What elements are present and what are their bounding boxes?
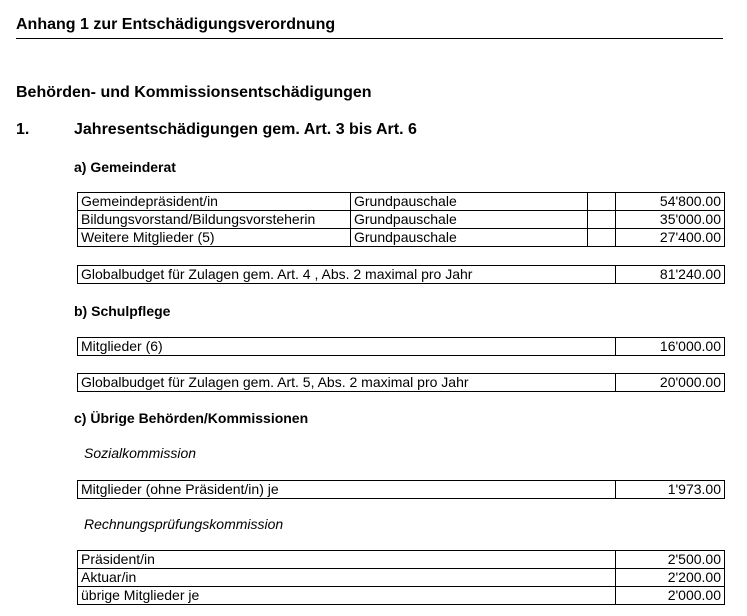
budget-label-cell: Globalbudget für Zulagen gem. Art. 4 , Abs. 2 maximal pro Jahr [78, 266, 616, 284]
table-row [78, 266, 725, 284]
empty-cell [588, 193, 616, 211]
gemeinderat-table [77, 192, 725, 247]
table-row [78, 587, 725, 605]
amount-cell: 27'400.00 [616, 229, 725, 247]
table-row [78, 229, 725, 247]
amount-cell: 2'000.00 [616, 587, 725, 605]
role-cell: Mitglieder (ohne Präsident/in) je [78, 481, 616, 499]
role-cell: übrige Mitglieder je [78, 587, 616, 605]
main-heading: Behörden- und Kommissionsentschädigungen [16, 84, 372, 101]
amount-cell: 2'500.00 [616, 551, 725, 569]
section-title: Jahresentschädigungen gem. Art. 3 bis Art. 6 [74, 121, 417, 138]
amount-cell: 16'000.00 [616, 338, 725, 356]
role-cell: Gemeindepräsident/in [78, 193, 351, 211]
role-cell: Mitglieder (6) [78, 338, 616, 356]
role-cell: Präsident/in [78, 551, 616, 569]
empty-cell [588, 211, 616, 229]
gemeinderat-heading: a) Gemeinderat [74, 159, 176, 175]
amount-cell: 1'973.00 [616, 481, 725, 499]
table-row [78, 193, 725, 211]
title-rule [16, 38, 723, 39]
budget-amount-cell: 81'240.00 [616, 266, 725, 284]
amount-cell: 35'000.00 [616, 211, 725, 229]
role-cell: Bildungsvorstand/Bildungsvorsteherin [78, 211, 351, 229]
budget-label-cell: Globalbudget für Zulagen gem. Art. 5, Abs. 2 maximal pro Jahr [78, 374, 616, 392]
type-cell: Grundpauschale [351, 229, 588, 247]
section-number: 1. [16, 121, 30, 138]
empty-cell [588, 229, 616, 247]
schulpflege-budget-table [77, 373, 725, 392]
table-row [78, 211, 725, 229]
role-cell: Aktuar/in [78, 569, 616, 587]
uebrige-heading: c) Übrige Behörden/Kommissionen [74, 410, 309, 426]
type-cell: Grundpauschale [351, 193, 588, 211]
table-row [78, 551, 725, 569]
sozialkommission-heading: Sozialkommission [84, 445, 197, 461]
table-row [78, 338, 725, 356]
table-row [78, 374, 725, 392]
sozialkommission-table [77, 480, 725, 499]
rpk-table [77, 550, 725, 605]
schulpflege-heading: b) Schulpflege [74, 303, 171, 319]
document-title: Anhang 1 zur Entschädigungsverordnung [16, 16, 336, 33]
amount-cell: 54'800.00 [616, 193, 725, 211]
table-row [78, 569, 725, 587]
budget-amount-cell: 20'000.00 [616, 374, 725, 392]
role-cell: Weitere Mitglieder (5) [78, 229, 351, 247]
amount-cell: 2'200.00 [616, 569, 725, 587]
rpk-heading: Rechnungsprüfungskommission [84, 516, 284, 532]
type-cell: Grundpauschale [351, 211, 588, 229]
schulpflege-table [77, 337, 725, 356]
gemeinderat-budget-table [77, 265, 725, 284]
table-row [78, 481, 725, 499]
